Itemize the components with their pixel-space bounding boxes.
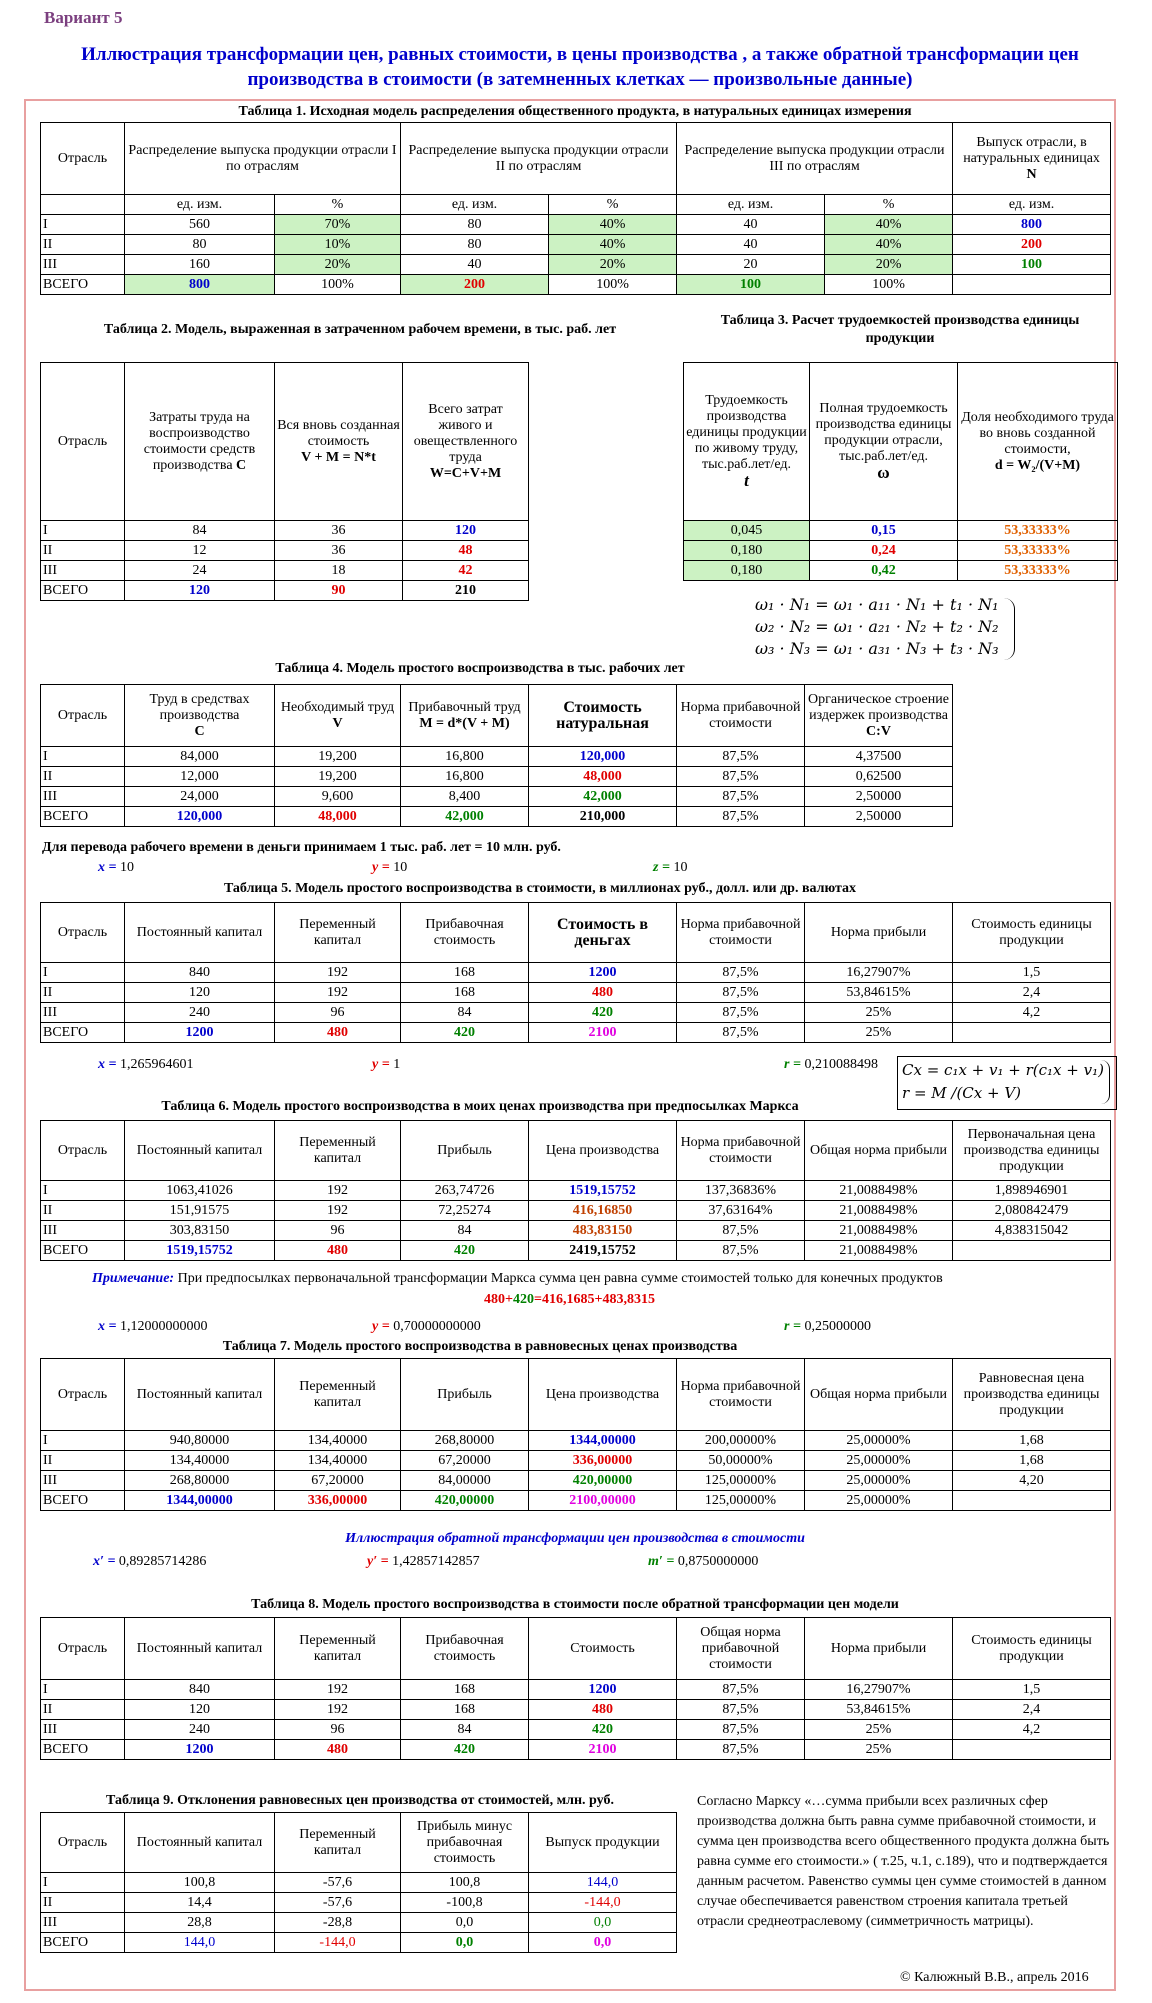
table4 bbox=[40, 684, 953, 827]
param-y: y = 10 bbox=[372, 860, 408, 875]
table-row: I 84,000 19,200 16,800 120,000 87,5% 4,37500 bbox=[41, 747, 953, 767]
table6-caption: Таблица 6. Модель простого воспроизводства в моих ценах производства при предпосылках Маркса bbox=[161, 1099, 799, 1114]
t4-h-rate: Норма прибавочной стоимости bbox=[677, 685, 805, 747]
t9-h: Выпуск продукции bbox=[529, 1813, 677, 1873]
t4-h-branch: Отрасль bbox=[41, 685, 125, 747]
t7-h: Переменный капитал bbox=[275, 1359, 401, 1431]
t1-h-output: Выпуск отрасли, в натуральных единицах N bbox=[953, 123, 1111, 195]
t8-h: Постоянный капитал bbox=[125, 1618, 275, 1680]
table-row: III 303,83150 96 84 483,83150 87,5% 21,0088498% 4,838315042 bbox=[41, 1221, 1111, 1241]
formula-brace bbox=[1101, 1060, 1110, 1104]
t1-unit: ед. изм. bbox=[677, 195, 825, 215]
table-row: ВСЕГО 120 90 210 bbox=[41, 581, 529, 601]
t5-formula: Cx = c₁x + v₁ + r(c₁x + v₁) r = M /(Cx + V) bbox=[902, 1061, 1104, 1102]
t3-h-t: Трудоемкость производства единицы продукции по живому труду, тыс.раб.лет/ед. t bbox=[684, 363, 810, 521]
t6-h: Первоначальная цена производства единицы продукции bbox=[953, 1121, 1111, 1181]
t1-h-branch: Отрасль bbox=[41, 123, 125, 195]
t6-h: Отрасль bbox=[41, 1121, 125, 1181]
table-row: I 560 70% 80 40% 40 40% 800 bbox=[41, 215, 1111, 235]
t8-h: Общая норма прибавочной стоимости bbox=[677, 1618, 805, 1680]
table9 bbox=[40, 1812, 677, 1953]
t1-unit: ед. изм. bbox=[125, 195, 275, 215]
t5-h: Стоимость единицы продукции bbox=[953, 903, 1111, 963]
t8-h: Переменный капитал bbox=[275, 1618, 401, 1680]
t7-h: Постоянный капитал bbox=[125, 1359, 275, 1431]
t6-note: Примечание: При предпосылках первоначальной трансформации Маркса сумма цен равна сумме стоимостей только для конечных продуктов bbox=[92, 1271, 943, 1286]
table-row: II 120 192 168 480 87,5% 53,84615% 2,4 bbox=[41, 1700, 1111, 1720]
t5-h: Норма прибыли bbox=[805, 903, 953, 963]
table3-caption: Таблица 3. Расчет трудоемкостей производства единицы продукции bbox=[720, 313, 1080, 346]
table-row: III 24,000 9,600 8,400 42,000 87,5% 2,50000 bbox=[41, 787, 953, 807]
table-row: III 240 96 84 420 87,5% 25% 4,2 bbox=[41, 1720, 1111, 1740]
t9-h: Прибыль минус прибавочная стоимость bbox=[401, 1813, 529, 1873]
table-row: III 240 96 84 420 87,5% 25% 4,2 bbox=[41, 1003, 1111, 1023]
t7-h: Общая норма прибыли bbox=[805, 1359, 953, 1431]
table4-caption: Таблица 4. Модель простого воспроизводства в тыс. рабочих лет bbox=[275, 661, 685, 676]
t6-h: Прибыль bbox=[401, 1121, 529, 1181]
t7-h: Отрасль bbox=[41, 1359, 125, 1431]
table7-caption: Таблица 7. Модель простого воспроизводства в равновесных ценах производства bbox=[222, 1339, 738, 1354]
t6-h: Цена производства bbox=[529, 1121, 677, 1181]
t3-h-d: Доля необходимого труда во вновь созданной стоимости, d = W₂/(V+M) bbox=[958, 363, 1118, 521]
param-z: z = 10 bbox=[653, 860, 688, 875]
table8-caption: Таблица 8. Модель простого воспроизводства в стоимости после обратной трансформации цен модели bbox=[251, 1597, 899, 1612]
t2-h-branch: Отрасль bbox=[41, 363, 125, 521]
table-row: I 840 192 168 1200 87,5% 16,27907% 1,5 bbox=[41, 1680, 1111, 1700]
table1 bbox=[40, 122, 1111, 295]
param-mprime: m′ = 0,8750000000 bbox=[648, 1554, 759, 1569]
table-row: I 840 192 168 1200 87,5% 16,27907% 1,5 bbox=[41, 963, 1111, 983]
table-row: II 14,4 -57,6 -100,8 -144,0 bbox=[41, 1893, 677, 1913]
t4-h-v: Необходимый труд V bbox=[275, 685, 401, 747]
table2 bbox=[40, 362, 529, 601]
conversion-note: Для перевода рабочего времени в деньги принимаем 1 тыс. раб. лет = 10 млн. руб. bbox=[42, 840, 561, 855]
marx-quote: Согласно Марксу «…сумма прибыли всех различных сфер производства должна быть равна сумме прибавочной стоимости, и сумма цен производства всего общественного продукта должна быть равна сумме его стоимости.» ( т.25, ч.1, с.189), что и подтверждается данным расчетом. Равенство суммы цен сумме стоимостей в данном случае обеспечивается равенством строения капитала третьей отрасли среднеотраслевому (симметричность матрицы). bbox=[697, 1794, 1110, 1929]
table-row: III 160 20% 40 20% 20 20% 100 bbox=[41, 255, 1111, 275]
table-row: I 1063,41026 192 263,74726 1519,15752 137,36836% 21,0088498% 1,898946901 bbox=[41, 1181, 1111, 1201]
table-row: III 268,80000 67,20000 84,00000 420,00000 125,00000% 25,00000% 4,20 bbox=[41, 1471, 1111, 1491]
table6 bbox=[40, 1120, 1111, 1261]
t5-h: Прибавочная стоимость bbox=[401, 903, 529, 963]
t7-h: Норма прибавочной стоимости bbox=[677, 1359, 805, 1431]
table9-caption: Таблица 9. Отклонения равновесных цен производства от стоимостей, млн. руб. bbox=[106, 1793, 614, 1808]
table-row: 0,045 0,15 53,33333% bbox=[684, 521, 1118, 541]
t1-unit: % bbox=[275, 195, 401, 215]
t1-unit: ед. изм. bbox=[953, 195, 1111, 215]
table-row: ВСЕГО 1200 480 420 2100 87,5% 25% bbox=[41, 1023, 1111, 1043]
t8-h: Стоимость единицы продукции bbox=[953, 1618, 1111, 1680]
t6-h: Переменный капитал bbox=[275, 1121, 401, 1181]
t2-h-c: Затраты труда на воспроизводство стоимости средств производства C bbox=[125, 363, 275, 521]
t1-h-dist2: Распределение выпуска продукции отрасли II по отраслям bbox=[401, 123, 677, 195]
param-x: x = 1,265964601 bbox=[98, 1057, 194, 1072]
t5-h: Норма прибавочной стоимости bbox=[677, 903, 805, 963]
t7-h: Прибыль bbox=[401, 1359, 529, 1431]
t5-h: Постоянный капитал bbox=[125, 903, 275, 963]
table-row: ВСЕГО 800 100% 200 100% 100 100% bbox=[41, 275, 1111, 295]
t7-h: Равновесная цена производства единицы продукции bbox=[953, 1359, 1111, 1431]
param-y: y = 0,70000000000 bbox=[372, 1319, 481, 1334]
table-row: III 24 18 42 bbox=[41, 561, 529, 581]
t1-unit: % bbox=[549, 195, 677, 215]
t1-unit: % bbox=[825, 195, 953, 215]
t9-h: Переменный капитал bbox=[275, 1813, 401, 1873]
t1-h-dist3: Распределение выпуска продукции отрасли III по отраслям bbox=[677, 123, 953, 195]
table-row: II 120 192 168 480 87,5% 53,84615% 2,4 bbox=[41, 983, 1111, 1003]
table-row: ВСЕГО 1519,15752 480 420 2419,15752 87,5% 21,0088498% bbox=[41, 1241, 1111, 1261]
t2-h-w: Всего затрат живого и овеществленного труда W=C+V+M bbox=[403, 363, 529, 521]
table-row: I 940,80000 134,40000 268,80000 1344,00000 200,00000% 25,00000% 1,68 bbox=[41, 1431, 1111, 1451]
param-r: r = 0,25000000 bbox=[784, 1319, 871, 1334]
table-row: II 12 36 48 bbox=[41, 541, 529, 561]
param-y: y = 1 bbox=[372, 1057, 401, 1072]
table-row: ВСЕГО 120,000 48,000 42,000 210,000 87,5% 2,50000 bbox=[41, 807, 953, 827]
t6-h: Общая норма прибыли bbox=[805, 1121, 953, 1181]
table8 bbox=[40, 1617, 1111, 1760]
t9-h: Постоянный капитал bbox=[125, 1813, 275, 1873]
variant-label: Вариант 5 bbox=[44, 8, 123, 27]
t4-h-value: Стоимость натуральная bbox=[529, 685, 677, 747]
table1-caption: Таблица 1. Исходная модель распределения общественного продукта, в натуральных единицах измерения bbox=[238, 104, 912, 119]
param-x: x = 1,12000000000 bbox=[98, 1319, 208, 1334]
t2-h-vm: Вся вновь созданная стоимость V + M = N*t bbox=[275, 363, 403, 521]
t4-h-c: Труд в средствах производства C bbox=[125, 685, 275, 747]
table-row: III 28,8 -28,8 0,0 0,0 bbox=[41, 1913, 677, 1933]
equation-brace bbox=[1004, 598, 1015, 660]
table-row: II 80 10% 80 40% 40 40% 200 bbox=[41, 235, 1111, 255]
t4-h-m: Прибавочный труд M = d*(V + M) bbox=[401, 685, 529, 747]
table-row: II 12,000 19,200 16,800 48,000 87,5% 0,62500 bbox=[41, 767, 953, 787]
t5-h: Переменный капитал bbox=[275, 903, 401, 963]
table-row: II 151,91575 192 72,25274 416,16850 37,63164% 21,0088498% 2,080842479 bbox=[41, 1201, 1111, 1221]
param-yprime: y′ = 1,42857142857 bbox=[367, 1554, 480, 1569]
table5 bbox=[40, 902, 1111, 1043]
t8-h: Стоимость bbox=[529, 1618, 677, 1680]
table3 bbox=[683, 362, 1118, 581]
t3-equations: ω₁ · N₁ = ω₁ · a₁₁ · N₁ + t₁ · N₁ ω₂ · N₂ = ω₁ · a₂₁ · N₂ + t₂ · N₂ ω₃ · N₃ = ω₁ · a₃₁ · N₃ + t₃ · N₃ bbox=[755, 595, 999, 658]
table-row: I 100,8 -57,6 100,8 144,0 bbox=[41, 1873, 677, 1893]
t4-h-organic: Органическое строение издержек производства C:V bbox=[805, 685, 953, 747]
param-r: r = 0,210088498 bbox=[784, 1057, 878, 1072]
reverse-transform-title: Иллюстрация обратной трансформации цен производства в стоимости bbox=[345, 1531, 805, 1546]
param-x: x = 10 bbox=[98, 860, 134, 875]
t3-h-omega: Полная трудоемкость производства единицы продукции отрасли, тыс.раб.лет/ед. ω bbox=[810, 363, 958, 521]
t6-sum: 480+420=416,1685+483,8315 bbox=[484, 1292, 655, 1307]
t8-h: Норма прибыли bbox=[805, 1618, 953, 1680]
page-title: Иллюстрация трансформации цен, равных стоимости, в цены производства , а также обратной трансформации цен производства в стоимости (в затемненных клетках — произвольные данные) bbox=[81, 44, 1079, 90]
t9-h: Отрасль bbox=[41, 1813, 125, 1873]
t1-h-dist1: Распределение выпуска продукции отрасли I по отраслям bbox=[125, 123, 401, 195]
table7 bbox=[40, 1358, 1111, 1511]
table-row: ВСЕГО 1344,00000 336,00000 420,00000 2100,00000 125,00000% 25,00000% bbox=[41, 1491, 1111, 1511]
copyright: © Калюжный В.В., апрель 2016 bbox=[900, 1970, 1089, 1985]
t1-unit: ед. изм. bbox=[401, 195, 549, 215]
table-row: II 134,40000 134,40000 67,20000 336,00000 50,00000% 25,00000% 1,68 bbox=[41, 1451, 1111, 1471]
t7-h: Цена производства bbox=[529, 1359, 677, 1431]
table2-caption: Таблица 2. Модель, выраженная в затраченном рабочем времени, в тыс. раб. лет bbox=[103, 322, 617, 337]
t5-h: Отрасль bbox=[41, 903, 125, 963]
t8-h: Отрасль bbox=[41, 1618, 125, 1680]
table5-caption: Таблица 5. Модель простого воспроизводства в стоимости, в миллионах руб., долл. или др. валютах bbox=[223, 881, 857, 896]
table-row: I 84 36 120 bbox=[41, 521, 529, 541]
table-row: 0,180 0,42 53,33333% bbox=[684, 561, 1118, 581]
t5-h: Стоимость в деньгах bbox=[529, 903, 677, 963]
t6-h: Норма прибавочной стоимости bbox=[677, 1121, 805, 1181]
table-row: ВСЕГО 144,0 -144,0 0,0 0,0 bbox=[41, 1933, 677, 1953]
t8-h: Прибавочная стоимость bbox=[401, 1618, 529, 1680]
t6-h: Постоянный капитал bbox=[125, 1121, 275, 1181]
param-xprime: x′ = 0,89285714286 bbox=[93, 1554, 207, 1569]
table-row: ВСЕГО 1200 480 420 2100 87,5% 25% bbox=[41, 1740, 1111, 1760]
table-row: 0,180 0,24 53,33333% bbox=[684, 541, 1118, 561]
